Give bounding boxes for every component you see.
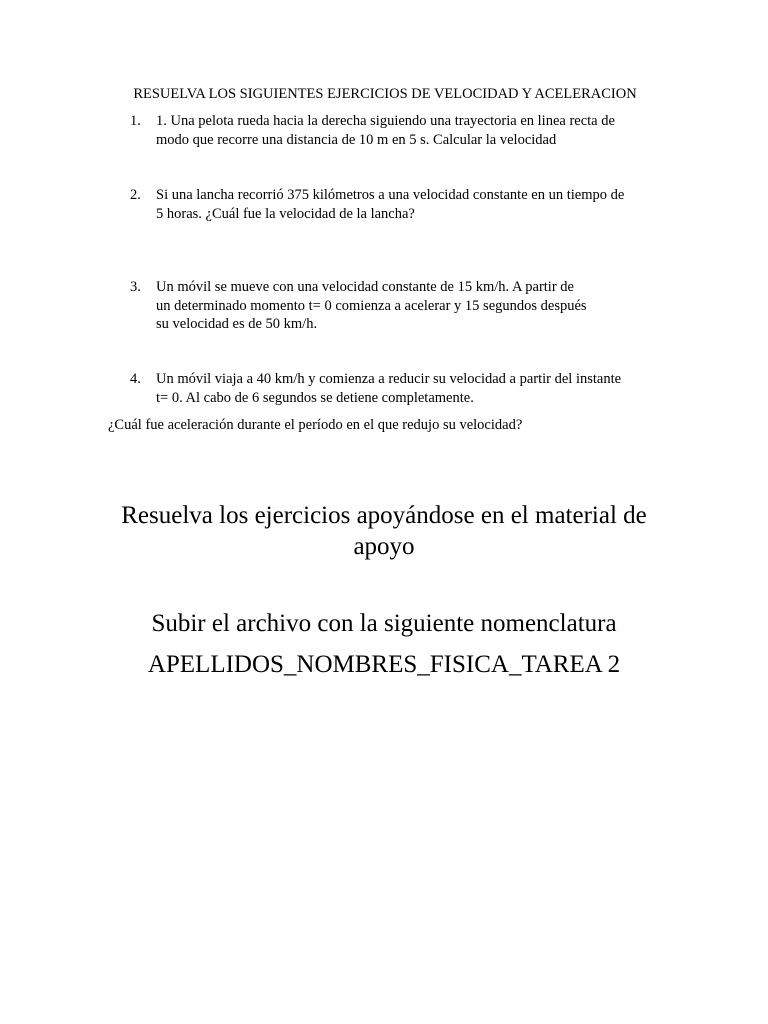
instruction-line: apoyo bbox=[353, 533, 415, 560]
exercise-number: 4. bbox=[130, 371, 141, 387]
exercise-line: 1. Una pelota rueda hacia la derecha siguiendo una trayectoria en linea recta de bbox=[156, 113, 615, 129]
exercise-line: modo que recorre una distancia de 10 m en 5 s. Calcular la velocidad bbox=[156, 131, 557, 148]
trailing-question: ¿Cuál fue aceleración durante el período en el que redujo su velocidad? bbox=[108, 417, 523, 433]
exercise-text bbox=[156, 186, 676, 223]
exercise-line: un determinado momento t= 0 comienza a acelerar y 15 segundos después bbox=[156, 297, 587, 314]
document-heading: RESUELVA LOS SIGUIENTES EJERCICIOS DE VELOCIDAD Y ACELERACION bbox=[133, 86, 637, 102]
exercise-number: 2. bbox=[130, 187, 141, 203]
exercise-line: t= 0. Al cabo de 6 segundos se detiene completamente. bbox=[156, 389, 474, 406]
file-naming-format: APELLIDOS_NOMBRES_FISICA_TAREA 2 bbox=[147, 651, 621, 678]
exercise-line: Un móvil viaja a 40 km/h y comienza a reducir su velocidad a partir del instante bbox=[156, 371, 622, 387]
exercise-text bbox=[156, 112, 676, 149]
exercise-line: su velocidad es de 50 km/h. bbox=[156, 316, 318, 332]
exercise-text bbox=[156, 370, 676, 407]
exercise-number: 1. bbox=[130, 113, 141, 129]
exercise-text bbox=[156, 278, 676, 334]
exercise-line: Si una lancha recorrió 375 kilómetros a una velocidad constante en un tiempo de bbox=[156, 187, 625, 203]
upload-instruction: Subir el archivo con la siguiente nomenclatura bbox=[151, 610, 617, 637]
instruction-paragraph bbox=[0, 500, 768, 562]
exercise-number: 3. bbox=[130, 279, 141, 295]
instruction-line: Resuelva los ejercicios apoyándose en el material de bbox=[121, 502, 647, 529]
exercise-line: Un móvil se mueve con una velocidad constante de 15 km/h. A partir de bbox=[156, 279, 574, 295]
exercise-line: 5 horas. ¿Cuál fue la velocidad de la lancha? bbox=[156, 205, 415, 222]
